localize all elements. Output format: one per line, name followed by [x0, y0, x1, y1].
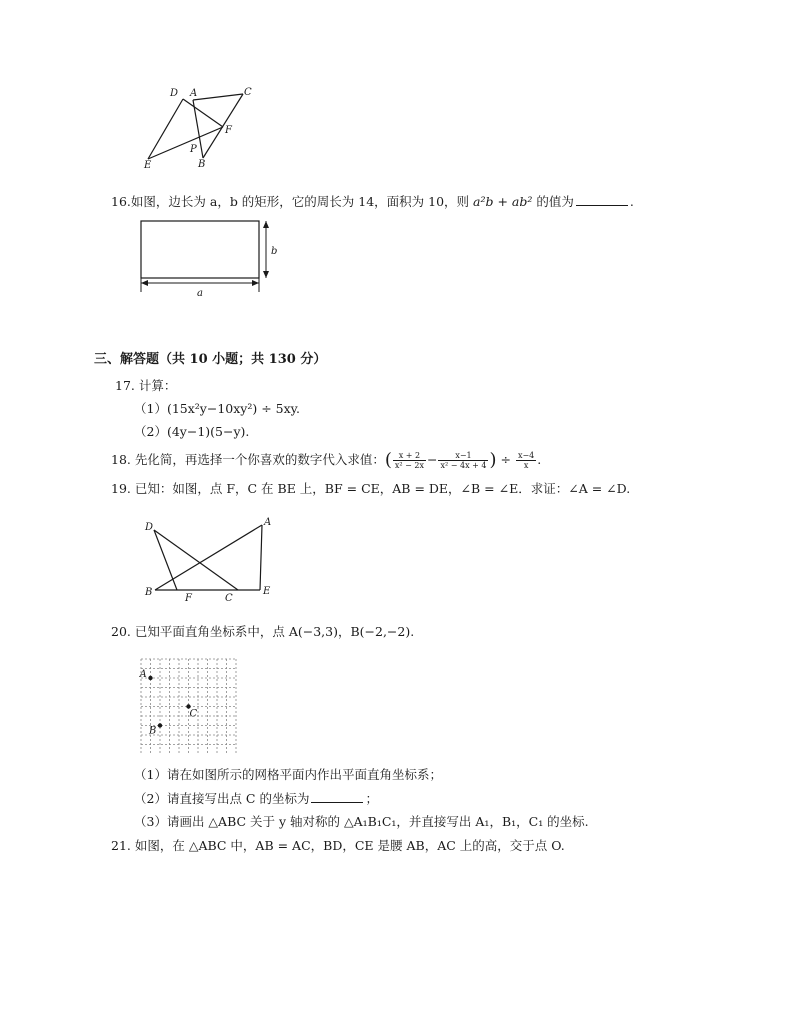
- q17-part1: （1）(15x²y−10xy²) ÷ 5xy.: [134, 401, 301, 416]
- fig15-label-e: E: [144, 160, 152, 171]
- q16-answer-blank[interactable]: [576, 193, 628, 206]
- q16-label-a: a: [197, 288, 203, 299]
- q21-text: 21. 如图，在 △ABC 中，AB = AC，BD，CE 是腰 AB，AC 上的高，交于点 O.: [111, 838, 565, 853]
- q20-grid-figure[interactable]: [139, 657, 249, 753]
- grid-label-a: A: [139, 669, 147, 680]
- q20-part2-end: ；: [365, 791, 378, 806]
- q17-title: 17. 计算：: [115, 378, 177, 393]
- q16-expr: a²b + ab²: [473, 194, 533, 209]
- grid-label-b: B: [149, 725, 157, 737]
- q18-end: .: [537, 452, 542, 467]
- q20-text: 20. 已知平面直角坐标系中，点 A(−3,3)，B(−2,−2).: [111, 624, 415, 639]
- q19-figure: [140, 512, 280, 604]
- q18-fraction-1: $\frac{x + 2}{\text{x² − 2x}}$: [394, 451, 424, 470]
- q15-figure: [138, 84, 268, 174]
- fig15-label-f: F: [225, 125, 232, 136]
- q19-label-d: D: [145, 522, 154, 533]
- q20-answer-blank[interactable]: [311, 790, 363, 803]
- fig15-label-b: B: [198, 159, 206, 170]
- fig15-label-d: D: [170, 88, 179, 99]
- q19-label-e: E: [263, 586, 271, 597]
- grid-point-b: [158, 723, 162, 727]
- q16-line: [111, 193, 634, 210]
- q18-text: 18. 先化简，再选择一个你喜欢的数字代入求值：: [111, 452, 385, 467]
- q16-text: 如图，边长为 a，b 的矩形，它的周长为 14，面积为 10，则: [130, 194, 474, 209]
- q20-part3: （3）请画出 △ABC 关于 y 轴对称的 △A₁B₁C₁，并直接写出 A₁，B₁，C₁ 的坐标.: [134, 814, 589, 829]
- q16-end: .: [629, 194, 634, 209]
- q19-label-f: F: [185, 593, 192, 604]
- fig15-label-a: A: [190, 88, 198, 99]
- fig15-label-c: C: [244, 87, 252, 98]
- q20-part2: [134, 790, 378, 807]
- q18-fraction-2: $\frac{x-1}{\text{x² − 4x + 4}}$: [440, 451, 487, 470]
- grid-label-c: C: [189, 708, 198, 720]
- grid-point-a: [148, 676, 152, 680]
- q16-number: 16.: [111, 194, 131, 209]
- q17-part2: （2）(4y−1)(5−y).: [134, 424, 250, 439]
- section-3-title: 三、解答题（共 10 小题；共 130 分）: [94, 352, 327, 367]
- q18-div: ÷: [500, 452, 511, 467]
- q19-label-c: C: [225, 593, 233, 604]
- q16-rectangle-figure: [132, 216, 292, 300]
- q20-part1: （1）请在如图所示的网格平面内作出平面直角坐标系；: [134, 767, 442, 782]
- q18-line: 18. 先化简，再选择一个你喜欢的数字代入求值：( $\frac{x + 2}{\text{x² − 2x}}$ − $\frac{x-1}{\text{x² − 4x + 4}}$ ) ÷ $\frac{x-4}{x}$ .: [111, 449, 542, 471]
- q20-part2-text: （2）请直接写出点 C 的坐标为: [134, 791, 310, 806]
- q16-label-b: b: [271, 246, 278, 257]
- q18-fraction-3: $\frac{x-4}{x}$: [517, 451, 535, 470]
- q16-text-after: 的值为: [532, 194, 574, 209]
- q19-label-b: B: [145, 587, 153, 598]
- fig15-label-p: P: [190, 144, 197, 155]
- q19-text: 19. 已知：如图，点 F，C 在 BE 上，BF = CE，AB = DE，∠B = ∠E．求证：∠A = ∠D.: [111, 481, 631, 496]
- q18-minus: −: [427, 452, 438, 467]
- q19-label-a: A: [264, 517, 272, 528]
